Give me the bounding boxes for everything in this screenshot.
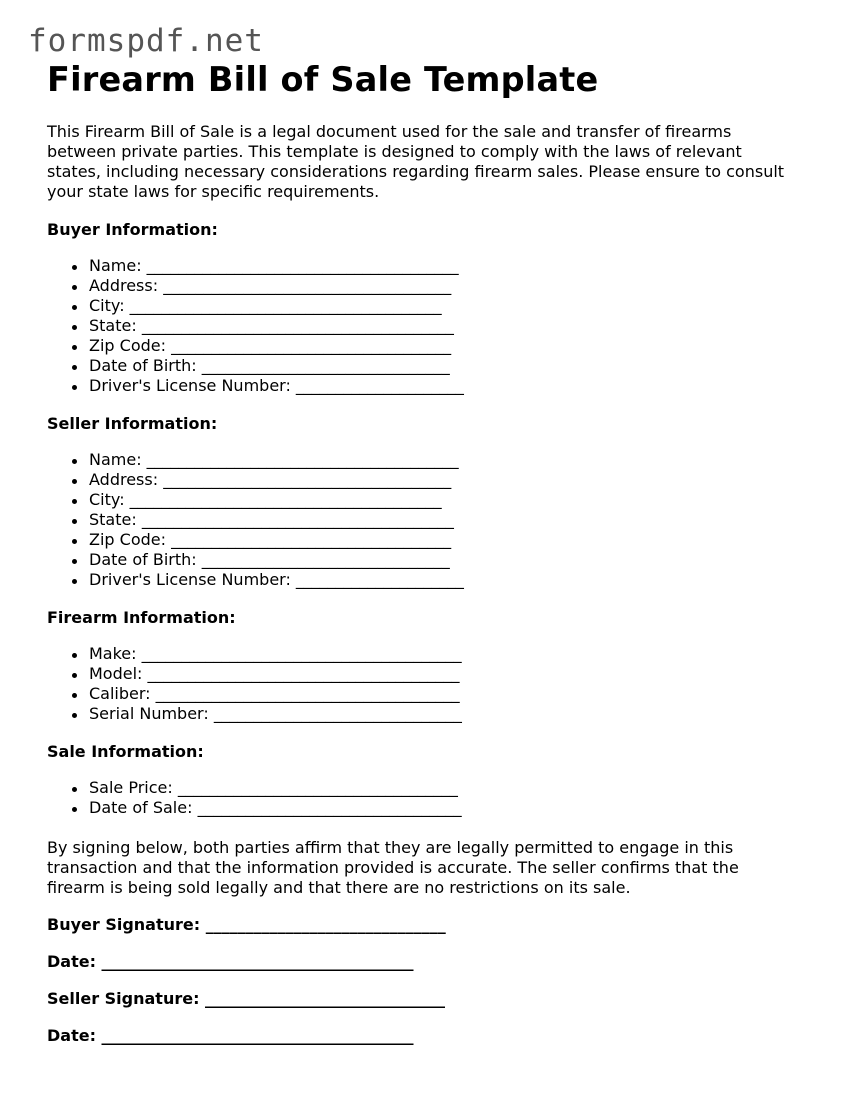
intro-paragraph: This Firearm Bill of Sale is a legal document used for the sale and transfer of firearms between private parties. This template is designed to comply with the laws of relevant states, including necessary considerations regarding firearm sales. Please ensure to consult your state laws for specific requirements. — [47, 122, 785, 201]
seller-dob-field[interactable]: Date of Birth: _______________________________ — [47, 550, 807, 570]
buyer-license-field[interactable]: Driver's License Number: _____________________ — [47, 376, 807, 396]
firearm-fields-list — [47, 644, 807, 724]
seller-fields-list — [47, 450, 807, 590]
sale-section-heading: Sale Information: — [47, 742, 204, 761]
seller-signature-field[interactable]: Seller Signature: ______________________________ — [47, 989, 446, 1008]
closing-paragraph: By signing below, both parties affirm that they are legally permitted to engage in this transaction and that the information provided is accurate. The seller confirms that the firearm is being sold legally and that there are no restrictions on its sale. — [47, 838, 739, 897]
firearm-make-field[interactable]: Make: ________________________________________ — [47, 644, 807, 664]
seller-signature-date-field[interactable]: Date: _______________________________________ — [47, 1026, 414, 1045]
buyer-state-field[interactable]: State: _______________________________________ — [47, 316, 807, 336]
buyer-section-heading: Buyer Information: — [47, 220, 218, 239]
buyer-signature-field[interactable]: Buyer Signature: ______________________________ — [47, 915, 446, 934]
buyer-signature-date-field[interactable]: Date: _______________________________________ — [47, 952, 414, 971]
firearm-caliber-field[interactable]: Caliber: ______________________________________ — [47, 684, 807, 704]
firearm-serial-field[interactable]: Serial Number: _______________________________ — [47, 704, 807, 724]
watermark: formspdf.net — [28, 23, 264, 59]
firearm-section-heading: Firearm Information: — [47, 608, 236, 627]
seller-section-heading: Seller Information: — [47, 414, 218, 433]
seller-address-field[interactable]: Address: ____________________________________ — [47, 470, 807, 490]
seller-name-field[interactable]: Name: _______________________________________ — [47, 450, 807, 470]
seller-city-field[interactable]: City: _______________________________________ — [47, 490, 807, 510]
sale-price-field[interactable]: Sale Price: ___________________________________ — [47, 778, 807, 798]
page-title: Firearm Bill of Sale Template — [47, 60, 599, 99]
seller-zip-field[interactable]: Zip Code: ___________________________________ — [47, 530, 807, 550]
firearm-model-field[interactable]: Model: _______________________________________ — [47, 664, 807, 684]
document — [47, 60, 807, 1046]
buyer-name-field[interactable]: Name: _______________________________________ — [47, 256, 807, 276]
seller-license-field[interactable]: Driver's License Number: _____________________ — [47, 570, 807, 590]
sale-date-field[interactable]: Date of Sale: _________________________________ — [47, 798, 807, 818]
sale-fields-list — [47, 778, 807, 818]
buyer-fields-list — [47, 256, 807, 396]
buyer-city-field[interactable]: City: _______________________________________ — [47, 296, 807, 316]
buyer-zip-field[interactable]: Zip Code: ___________________________________ — [47, 336, 807, 356]
buyer-address-field[interactable]: Address: ____________________________________ — [47, 276, 807, 296]
buyer-dob-field[interactable]: Date of Birth: _______________________________ — [47, 356, 807, 376]
seller-state-field[interactable]: State: _______________________________________ — [47, 510, 807, 530]
